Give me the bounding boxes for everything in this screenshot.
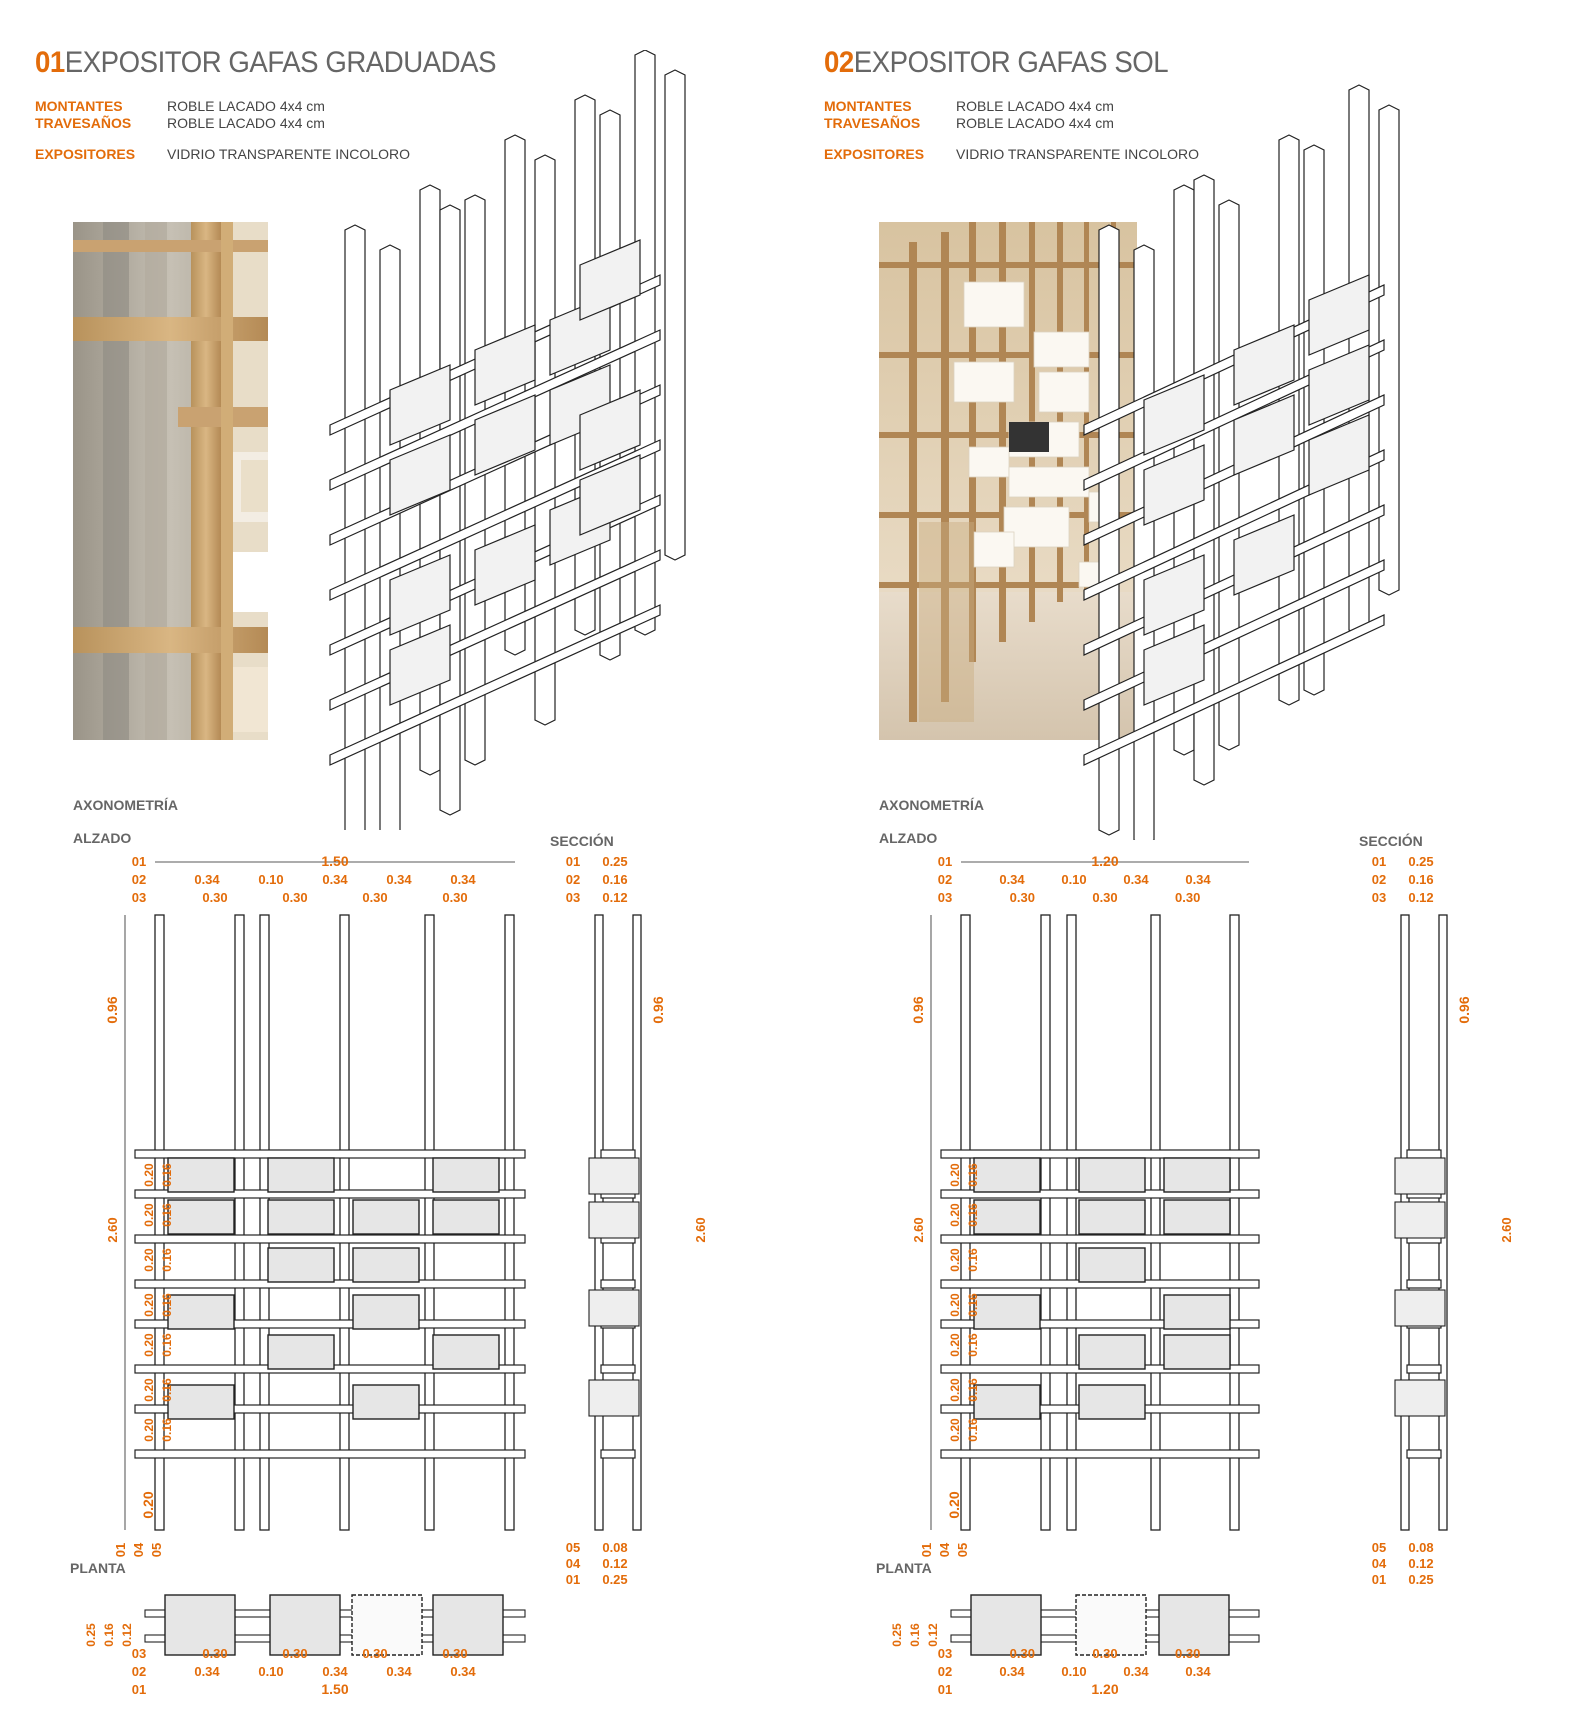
- display-box: [353, 1200, 419, 1234]
- elevation-drawing: [789, 840, 1577, 1734]
- label-seccion: SECCIÓN: [550, 833, 614, 849]
- plan-dim-01: 0.25: [84, 1623, 98, 1647]
- section-rail: [1407, 1280, 1441, 1288]
- sec-dim-02: 0.16: [602, 872, 628, 887]
- display-box: [974, 1158, 1040, 1192]
- dim-row03-1: 0.30: [1092, 890, 1118, 905]
- section-rail: [1407, 1150, 1441, 1158]
- label-planta: PLANTA: [876, 1560, 932, 1576]
- elevation-rail: [941, 1450, 1259, 1458]
- sec-code-02: 02: [1371, 872, 1387, 887]
- dim-rail-spacing: 0.20: [142, 1248, 156, 1272]
- plan-dim-02: 0.16: [908, 1623, 922, 1647]
- elevation-post: [1230, 915, 1239, 1530]
- spec-label-travesanos: TRAVESAÑOS: [35, 115, 132, 131]
- display-box: [268, 1158, 334, 1192]
- row-code-v05: 05: [955, 1542, 970, 1558]
- dim-total-width: 1.50: [321, 853, 349, 869]
- dim-box-height: 0.16: [160, 1378, 174, 1402]
- sec-code-05: 05: [565, 1540, 581, 1555]
- display-box: [433, 1200, 499, 1234]
- display-box: [1079, 1158, 1145, 1192]
- elevation-rail: [941, 1235, 1259, 1243]
- row-code-v04: 04: [937, 1542, 952, 1558]
- dim-height-total: 2.60: [911, 1217, 926, 1243]
- section-rail: [601, 1280, 635, 1288]
- dim-rail-spacing: 0.20: [142, 1203, 156, 1227]
- dim-row03-3: 0.30: [442, 890, 468, 905]
- label-alzado: ALZADO: [879, 830, 938, 846]
- row-code-v01: 01: [919, 1542, 934, 1558]
- dim-height-top: 0.96: [910, 996, 926, 1024]
- sec-dim-04: 0.12: [1408, 1556, 1434, 1571]
- dim-rail-spacing: 0.20: [948, 1333, 962, 1357]
- plan-code-02: 02: [131, 1664, 147, 1679]
- elevation-rail: [135, 1450, 525, 1458]
- display-box: [168, 1158, 234, 1192]
- dim-box-height: 0.16: [966, 1418, 980, 1442]
- dim-rail-spacing: 0.20: [948, 1248, 962, 1272]
- sec-dim-03: 0.12: [1408, 890, 1434, 905]
- plan-row02-0: 0.34: [194, 1664, 220, 1679]
- display-box: [1079, 1248, 1145, 1282]
- sec-code-04: 04: [1371, 1556, 1387, 1571]
- section-box: [589, 1290, 639, 1326]
- plan-code-01: 01: [937, 1682, 953, 1697]
- dim-row03-0: 0.30: [1009, 890, 1035, 905]
- row-code-03: 03: [937, 890, 953, 905]
- panel-expositor-02: [789, 0, 1577, 1734]
- section-rail: [601, 1450, 635, 1458]
- sec-dim-01b: 0.25: [1408, 1572, 1434, 1587]
- title-text: EXPOSITOR GAFAS SOL: [853, 46, 1169, 79]
- plan-row02-1: 0.10: [258, 1664, 284, 1679]
- sec-dim-01: 0.25: [602, 854, 628, 869]
- sec-dim-height-top: 0.96: [1456, 996, 1472, 1024]
- dim-box-height: 0.16: [966, 1248, 980, 1272]
- plan-row02-3: 0.34: [386, 1664, 412, 1679]
- dim-box-height: 0.16: [160, 1293, 174, 1317]
- dim-row02-2: 0.34: [322, 872, 348, 887]
- elevation-drawing: [0, 840, 788, 1734]
- elevation-rail: [135, 1150, 525, 1158]
- plan-row02-4: 0.34: [450, 1664, 476, 1679]
- dim-row03-0: 0.30: [202, 890, 228, 905]
- display-box: [1164, 1158, 1230, 1192]
- section-box: [1395, 1202, 1445, 1238]
- row-code-02: 02: [937, 872, 953, 887]
- sec-code-02: 02: [565, 872, 581, 887]
- elevation-post: [235, 915, 244, 1530]
- plan-row03-2: 0.30: [362, 1646, 388, 1661]
- dim-height-top: 0.96: [104, 996, 120, 1024]
- display-box: [1079, 1335, 1145, 1369]
- row-code-v05: 05: [149, 1542, 164, 1558]
- elevation-rail: [135, 1235, 525, 1243]
- sec-dim-03: 0.12: [602, 890, 628, 905]
- plan-dim-03: 0.12: [120, 1623, 134, 1647]
- label-planta: PLANTA: [70, 1560, 126, 1576]
- plan-dim-02: 0.16: [102, 1623, 116, 1647]
- panel-title: [824, 46, 1168, 80]
- dim-box-height: 0.16: [160, 1333, 174, 1357]
- display-box: [353, 1248, 419, 1282]
- spec-value-expositores: VIDRIO TRANSPARENTE INCOLORO: [956, 146, 1199, 162]
- dim-rail-spacing: 0.20: [142, 1378, 156, 1402]
- axonometry-drawing: [325, 50, 725, 830]
- label-alzado: ALZADO: [73, 830, 132, 846]
- dim-box-height: 0.16: [966, 1293, 980, 1317]
- display-box: [974, 1295, 1040, 1329]
- plan-total-width: 1.50: [321, 1681, 349, 1697]
- spec-label-travesanos: TRAVESAÑOS: [824, 115, 921, 131]
- section-rail: [1407, 1365, 1441, 1373]
- display-box: [433, 1158, 499, 1192]
- section-box: [589, 1380, 639, 1416]
- dim-box-height: 0.16: [160, 1203, 174, 1227]
- plan-row02-2: 0.34: [1123, 1664, 1149, 1679]
- plan-row03-0: 0.30: [1009, 1646, 1035, 1661]
- plan-code-02: 02: [937, 1664, 953, 1679]
- dim-rail-spacing: 0.20: [142, 1293, 156, 1317]
- display-box: [1079, 1200, 1145, 1234]
- sec-code-01: 01: [565, 854, 581, 869]
- row-code-01: 01: [131, 854, 147, 869]
- row-code-03: 03: [131, 890, 147, 905]
- display-box: [1079, 1385, 1145, 1419]
- dim-row02-0: 0.34: [999, 872, 1025, 887]
- dim-total-width: 1.20: [1091, 853, 1119, 869]
- dim-row03-2: 0.30: [1175, 890, 1201, 905]
- dim-height-total: 2.60: [105, 1217, 120, 1243]
- axonometry-drawing: [1079, 80, 1499, 840]
- section-rail: [601, 1365, 635, 1373]
- sec-dim-height-top: 0.96: [650, 996, 666, 1024]
- dim-row02-1: 0.10: [1061, 872, 1087, 887]
- spec-label-expositores: EXPOSITORES: [824, 146, 925, 162]
- plan-dim-03: 0.12: [926, 1623, 940, 1647]
- dim-box-height: 0.16: [160, 1418, 174, 1442]
- sec-dim-01b: 0.25: [602, 1572, 628, 1587]
- spec-label-expositores: EXPOSITORES: [35, 146, 136, 162]
- display-box: [353, 1385, 419, 1419]
- section-rail: [1407, 1450, 1441, 1458]
- section-box: [1395, 1290, 1445, 1326]
- dim-rail-spacing: 0.20: [948, 1293, 962, 1317]
- title-number: 01: [35, 46, 65, 79]
- dim-rail-spacing: 0.20: [948, 1203, 962, 1227]
- section-box: [1395, 1380, 1445, 1416]
- section-box: [1395, 1158, 1445, 1194]
- display-box: [1164, 1200, 1230, 1234]
- elevation-post: [1151, 915, 1160, 1530]
- dim-box-height: 0.16: [966, 1333, 980, 1357]
- sec-dim-01: 0.25: [1408, 854, 1434, 869]
- row-code-v04: 04: [131, 1542, 146, 1558]
- elevation-post: [340, 915, 349, 1530]
- display-box: [168, 1385, 234, 1419]
- dim-box-height: 0.16: [160, 1163, 174, 1187]
- elevation-rail: [941, 1150, 1259, 1158]
- row-code-02: 02: [131, 872, 147, 887]
- dim-row02-1: 0.10: [258, 872, 284, 887]
- sec-code-05: 05: [1371, 1540, 1387, 1555]
- plan-code-03: 03: [131, 1646, 147, 1661]
- title-number: 02: [824, 46, 854, 79]
- dim-row02-3: 0.34: [386, 872, 412, 887]
- display-box: [353, 1295, 419, 1329]
- spec-value-expositores: VIDRIO TRANSPARENTE INCOLORO: [167, 146, 410, 162]
- label-seccion: SECCIÓN: [1359, 833, 1423, 849]
- plan-row03-1: 0.30: [1092, 1646, 1118, 1661]
- section-box: [589, 1158, 639, 1194]
- sec-dim-05: 0.08: [602, 1540, 628, 1555]
- dim-row02-2: 0.34: [1123, 872, 1149, 887]
- plan-row02-1: 0.10: [1061, 1664, 1087, 1679]
- sec-code-03: 03: [565, 890, 581, 905]
- dim-height-bottom: 0.20: [946, 1491, 962, 1519]
- title-text: EXPOSITOR GAFAS GRADUADAS: [64, 46, 497, 79]
- sec-code-01: 01: [1371, 854, 1387, 869]
- plan-row03-0: 0.30: [202, 1646, 228, 1661]
- display-box: [268, 1200, 334, 1234]
- elevation-post: [1041, 915, 1050, 1530]
- sec-dim-02: 0.16: [1408, 872, 1434, 887]
- plan-code-03: 03: [937, 1646, 953, 1661]
- plan-row02-0: 0.34: [999, 1664, 1025, 1679]
- plan-code-01: 01: [131, 1682, 147, 1697]
- dim-rail-spacing: 0.20: [948, 1163, 962, 1187]
- sec-dim-05: 0.08: [1408, 1540, 1434, 1555]
- section-box: [589, 1202, 639, 1238]
- spec-value-montantes: ROBLE LACADO 4x4 cm: [956, 98, 1114, 114]
- plan-row02-3: 0.34: [1185, 1664, 1211, 1679]
- dim-row02-4: 0.34: [450, 872, 476, 887]
- dim-rail-spacing: 0.20: [142, 1333, 156, 1357]
- spec-label-montantes: MONTANTES: [35, 98, 123, 114]
- dim-row03-1: 0.30: [282, 890, 308, 905]
- label-axonometria: AXONOMETRÍA: [879, 797, 984, 813]
- dim-rail-spacing: 0.20: [948, 1418, 962, 1442]
- section-rail: [601, 1150, 635, 1158]
- dim-row02-3: 0.34: [1185, 872, 1211, 887]
- display-box: [1164, 1295, 1230, 1329]
- dim-box-height: 0.16: [966, 1378, 980, 1402]
- display-box: [168, 1200, 234, 1234]
- plan-dim-01: 0.25: [890, 1623, 904, 1647]
- dim-height-bottom: 0.20: [140, 1491, 156, 1519]
- label-axonometria: AXONOMETRÍA: [73, 797, 178, 813]
- spec-value-montantes: ROBLE LACADO 4x4 cm: [167, 98, 325, 114]
- display-box: [974, 1385, 1040, 1419]
- elevation-post: [1067, 915, 1076, 1530]
- display-box: [268, 1248, 334, 1282]
- dim-row02-0: 0.34: [194, 872, 220, 887]
- display-box: [974, 1200, 1040, 1234]
- display-box: [268, 1335, 334, 1369]
- sec-code-03: 03: [1371, 890, 1387, 905]
- plan-row03-2: 0.30: [1175, 1646, 1201, 1661]
- dim-row03-2: 0.30: [362, 890, 388, 905]
- dim-rail-spacing: 0.20: [948, 1378, 962, 1402]
- dim-box-height: 0.16: [966, 1203, 980, 1227]
- display-box: [433, 1335, 499, 1369]
- row-code-01: 01: [937, 854, 953, 869]
- detail-photo: [73, 222, 268, 740]
- sec-dim-height-total: 2.60: [693, 1217, 708, 1243]
- dim-rail-spacing: 0.20: [142, 1163, 156, 1187]
- dim-rail-spacing: 0.20: [142, 1418, 156, 1442]
- plan-row03-3: 0.30: [442, 1646, 468, 1661]
- plan-total-width: 1.20: [1091, 1681, 1119, 1697]
- sec-code-04: 04: [565, 1556, 581, 1571]
- sec-code-01b: 01: [1371, 1572, 1387, 1587]
- row-code-v01: 01: [113, 1542, 128, 1558]
- panel-expositor-01: [0, 0, 788, 1734]
- display-box: [168, 1295, 234, 1329]
- display-box: [1164, 1335, 1230, 1369]
- spec-label-montantes: MONTANTES: [824, 98, 912, 114]
- sec-dim-height-total: 2.60: [1499, 1217, 1514, 1243]
- elevation-post: [505, 915, 514, 1530]
- spec-value-travesanos: ROBLE LACADO 4x4 cm: [956, 115, 1114, 131]
- plan-row03-1: 0.30: [282, 1646, 308, 1661]
- sec-dim-04: 0.12: [602, 1556, 628, 1571]
- dim-box-height: 0.16: [160, 1248, 174, 1272]
- spec-value-travesanos: ROBLE LACADO 4x4 cm: [167, 115, 325, 131]
- plan-row02-2: 0.34: [322, 1664, 348, 1679]
- sec-code-01b: 01: [565, 1572, 581, 1587]
- dim-box-height: 0.16: [966, 1163, 980, 1187]
